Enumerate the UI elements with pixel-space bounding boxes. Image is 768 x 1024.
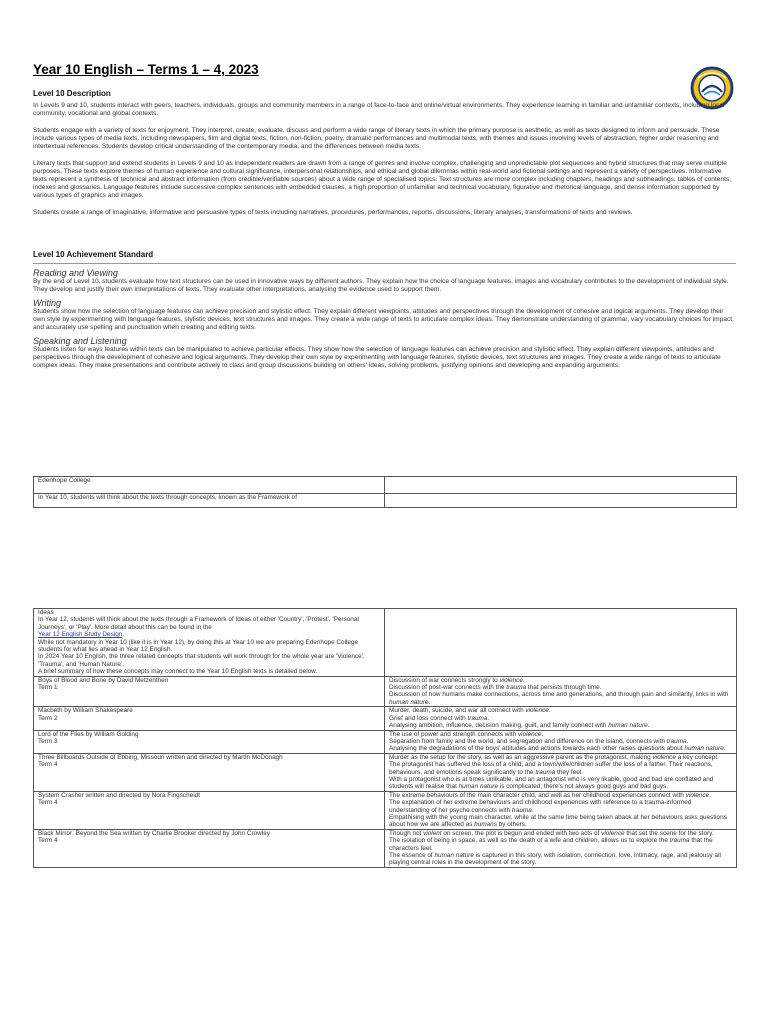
speaking-listening-heading: Speaking and Listening [33, 336, 127, 346]
concept-note: Murder, death, suicide, and war all connect with violence. [389, 707, 551, 715]
concept-notes-cell [385, 753, 737, 791]
divider [33, 263, 736, 264]
document-body [33, 62, 736, 379]
texts-table [33, 608, 737, 868]
concept-note: With a protagonist who is at times unlikable, and an antagonist who is very likable, good and bad are conflated and students will realise that human nature is complicated; there's not always good guys and bad guys. [389, 775, 714, 791]
text-term: Term 4 [38, 837, 58, 845]
table-row [34, 676, 737, 707]
table-row [34, 753, 737, 791]
level10-paragraph-1: In Levels 9 and 10, students interact with peers, teachers, individuals, groups and community members in a range of face-to-face and online/virtual environments. They experience learning in familiar and unfamiliar contexts, including local community, vocational and global contexts. [33, 102, 725, 117]
intro-line-5: A brief summary of how these concepts may connect to the Year 10 English texts is detailed below. [38, 668, 318, 676]
reading-viewing-heading: Reading and Viewing [33, 268, 118, 278]
concept-note: Analysing ambition, influence, decision making, guilt, and family connect with human nature. [389, 722, 650, 730]
level10-heading: Level 10 Description [33, 89, 111, 98]
text-title: System Crasher written and directed by Nora Fingscheidt [38, 791, 200, 799]
text-title-cell [34, 676, 385, 707]
text-title: Three Billboards Outside of Ebbing, Missouri written and directed by Martin McDonagh [38, 753, 283, 761]
text-term: Term 2 [38, 714, 58, 722]
text-title: Boys of Blood and Bone by David Metzenthen [38, 676, 169, 684]
table-row [34, 707, 737, 730]
concept-note: Discussion of post-war connects with the trauma that persists through time. [389, 684, 602, 692]
concept-note: Though not violent on screen, the plot is begun and ended with two acts of violence that set the scene for the story. [389, 829, 714, 837]
text-title-cell [34, 829, 385, 867]
texts-rows [34, 676, 737, 867]
achievement-heading: Level 10 Achievement Standard [33, 250, 154, 259]
writing-heading: Writing [33, 298, 62, 308]
concept-notes-cell [385, 730, 737, 753]
concept-note: The protagonist has suffered the loss of a child, and a town/wife/children suffer the loss of a father. Their reactions, behaviours, and emotions speak significantly to the trauma they feel. [389, 761, 713, 776]
text-term: Term 4 [38, 761, 58, 769]
text-title-cell [34, 753, 385, 791]
table-row [34, 494, 737, 508]
concept-note: Analysing the degradations of the boys' attitudes and actions towards each other raises questions about human nature. [389, 745, 726, 753]
level10-paragraph-4: Students create a range of imaginative, informative and persuasive types of texts including narratives, procedures, performances, reports, discussions, literary analyses, transformations of texts and reviews. [33, 209, 633, 216]
concept-note: Discussion of how humans make connections, across time and generations, and through pain and similarity, links in with human nature. [389, 691, 729, 706]
text-term: Term 3 [38, 737, 58, 745]
level10-paragraph-2: Students engage with a variety of texts for enjoyment. They interpret, create, evaluate, discuss and perform a wide range of literary texts in which the primary purpose is aesthetic, as well as texts designed to inform and persuade. These include various types of media texts, including newspapers, film and digital texts, fiction, non-fiction, poetry, dramatic performances and multimodal texts, with themes and issues involving levels of abstraction, higher order reasoning and intertextual references. Students develop critical understanding of the contemporary media, and the differences between media texts. [33, 127, 720, 150]
intro-line-3: While not mandatory in Year 10 (like it is in Year 12), by doing this at Year 10 we are preparing Edenhope College students for what lies ahead in Year 12 English. [38, 638, 359, 654]
empty-cell [385, 494, 737, 508]
table-row [34, 730, 737, 753]
table-row [34, 609, 737, 677]
concept-notes-cell [385, 707, 737, 730]
text-title: Lord of the Flies by William Golding [38, 730, 139, 738]
concept-note: Empathising with the young main character, while at the same time being taken aback at her behaviours asks questions about how we are affected as humans by others. [389, 813, 727, 829]
intro-line-4: In 2024 Year 10 English, the three related concepts that students will work through for the whole year are 'Violence', 'Trauma', and 'Human Nature'. [38, 653, 365, 668]
concept-note: The use of power and strength connects with violence. [389, 730, 544, 738]
school-name-cell: Edenhope College [34, 477, 385, 494]
reading-viewing-text: By the end of Level 10, students evaluate how text structures can be used in innovative ways by different authors. They explain how the choice of language features, images and vocabulary contributes to the development of individual style. They develop and justify their own interpretations of texts. They evaluate other interpretations, analysing the evidence used to support them. [33, 278, 729, 293]
intro-link-line: Year 12 English Study Design. [38, 631, 125, 639]
concept-note: Murder as the setup for the story, as well as an aggressive parent as the protagonist, making violence a key concept. [389, 753, 719, 761]
empty-cell [385, 609, 737, 677]
concept-notes-cell [385, 676, 737, 707]
framework-intro-cell: In Year 10, students will think about the texts through concepts, known as the Framework of [34, 494, 385, 508]
text-title-cell [34, 791, 385, 829]
level10-paragraph-3: Literary texts that support and extend students in Levels 9 and 10 as independent readers are drawn from a range of genres and involve complex, challenging and unpredictable plot sequences and hybrid structures that may serve multiple purposes. These texts explore themes of human experience and cultural significance, interpersonal relationships, and ethical and global dilemmas within real-world and fictional settings and represent a variety of perspectives. Informative texts represent a synthesis of technical and abstract information (from credible/verifiable sources) about a wide range of specialised topics. Text structures are more complex including chapters, headings and subheadings, tables of contents, indexes and glossaries. Language features include successive complex sentences with embedded clauses, a high proportion of unfamiliar and technical vocabulary, figurative and rhetorical language, and dense information supported by various types of graphics and images. [33, 160, 732, 199]
intro-line-2: In Year 12, students will think about the texts through a Framework of Ideas of either 'Country', 'Protest', 'Personal Journeys', or 'Play'. More detail about this can be found in the [38, 616, 359, 631]
table-row [34, 791, 737, 829]
study-design-link[interactable]: Year 12 English Study Design [38, 631, 123, 639]
concept-note: Separation from family and the world, and segregation and difference on the island, connects with trauma. [389, 737, 689, 745]
empty-cell [385, 477, 737, 494]
concept-note: The isolation of being in space, as well as the death of a wife and children, allows us to explore the trauma that the characters feel. [389, 837, 713, 852]
text-title: Black Mirror: Beyond the Sea written by Charlie Brooker directed by John Crowley [38, 829, 270, 837]
concept-note: The essence of human nature is captured in this story, with isolation, connection, love, intimacy, rage, and jealousy all playing central roles in the development of the story. [389, 852, 721, 867]
speaking-listening-text: Students listen for ways features within texts can be manipulated to achieve particular effects. They show how the selection of language features can achieve precision and stylistic effect. They explain different viewpoints, attitudes and perspectives through the development of cohesive and logical arguments. They develop their own style by experimenting with language features, stylistic devices, text structures and images. They create a wide range of texts to articulate complex ideas. They make presentations and contribute actively to class and group discussions building on others' ideas, solving problems, justifying opinions and developing and expanding arguments. [33, 346, 721, 369]
concept-note: The extreme behaviours of the main character child, and well as her childhood experiences connect with violence. [389, 791, 711, 799]
school-table [33, 476, 737, 508]
text-term: Term 1 [38, 684, 58, 692]
text-title: Macbeth by William Shakespeare [38, 707, 133, 715]
table-row [34, 829, 737, 867]
table-row [34, 477, 737, 494]
concept-notes-cell [385, 829, 737, 867]
text-title-cell [34, 707, 385, 730]
intro-line-1: Ideas [38, 609, 54, 616]
writing-text: Students show how the selection of language features can achieve precision and stylistic effect. They explain different viewpoints, attitudes and perspectives through the development of cohesive and logical arguments. They develop their own style by experimenting with language features, stylistic devices, text structures and images. They create a wide range of texts to articulate complex ideas. They demonstrate understanding of grammar, vary vocabulary choices for impact, and accurately use spelling and punctuation when creating and editing texts. [33, 308, 734, 331]
text-term: Term 4 [38, 799, 58, 807]
document-title: Year 10 English – Terms 1 – 4, 2023 [33, 62, 259, 77]
framework-detail-cell [34, 609, 385, 677]
concept-note: Discussion of war connects strongly to violence. [389, 676, 525, 684]
text-title-cell [34, 730, 385, 753]
concept-note: The explanation of her extreme behaviours and childhood experiences with reference to a trauma-informed understanding of her psyche connects with trauma. [389, 799, 692, 814]
concept-note: Grief and loss connect with trauma. [389, 714, 490, 722]
concept-notes-cell [385, 791, 737, 829]
